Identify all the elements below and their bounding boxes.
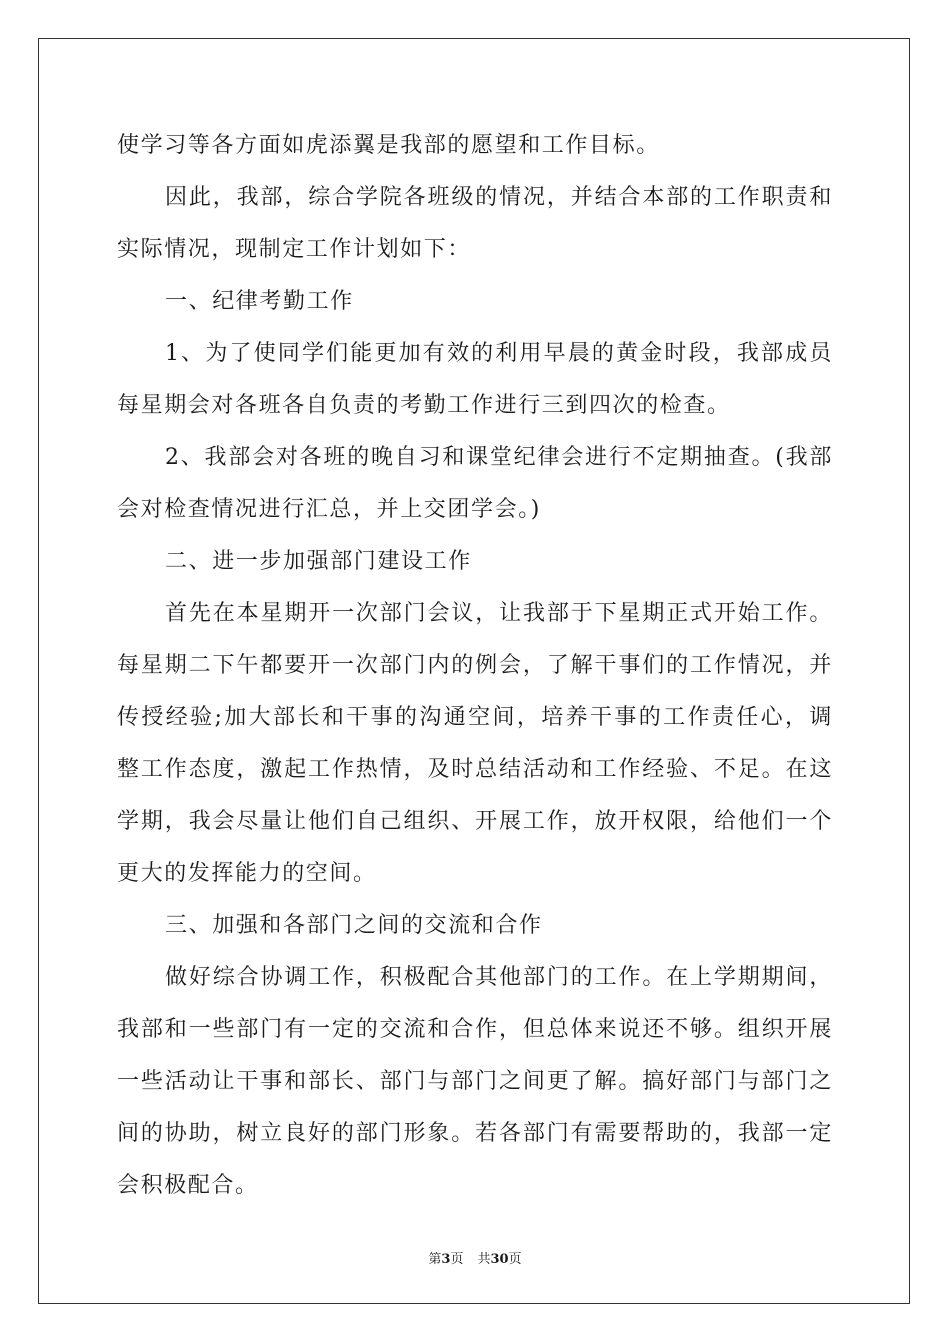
total-prefix: 共 xyxy=(477,1252,491,1267)
section-heading: 二、进一步加强部门建设工作 xyxy=(165,549,472,574)
page-number: 3 xyxy=(441,1252,451,1267)
paragraph: 首先在本星期开一次部门会议，让我部于下星期正式开始工作。每星期二下午都要开一次部门内的例会，了解干事们的工作情况，并传授经验;加大部长和干事的沟通空间，培养干事的工作责任心，调整工作态度，激起工作热情，及时总结活动和工作经验、不足。在这学期，我会尽量让他们自己组织、开展工作，放开权限，给他们一个更大的发挥能力的空间。 xyxy=(117,601,833,886)
paragraph: 因此，我部，综合学院各班级的情况，并结合本部的工作职责和实际情况，现制定工作计划如下： xyxy=(117,185,833,262)
total-pages: 30 xyxy=(490,1252,509,1267)
section-heading: 一、纪律考勤工作 xyxy=(165,289,354,314)
section-heading: 三、加强和各部门之间的交流和合作 xyxy=(165,913,543,938)
paragraph: 使学习等各方面如虎添翼是我部的愿望和工作目标。 xyxy=(117,133,660,158)
paragraph: 1、为了使同学们能更加有效的利用早晨的黄金时段，我部成员每星期会对各班各自负责的考勤工作进行三到四次的检查。 xyxy=(117,341,833,418)
document-body xyxy=(117,120,833,1212)
page-suffix: 页 xyxy=(450,1252,464,1267)
total-suffix: 页 xyxy=(508,1252,522,1267)
paragraph: 做好综合协调工作，积极配合其他部门的工作。在上学期期间，我部和一些部门有一定的交流和合作，但总体来说还不够。组织开展一些活动让干事和部长、部门与部门之间更了解。搞好部门与部门之间的协助，树立良好的部门形象。若各部门有需要帮助的，我部一定会积极配合。 xyxy=(117,965,833,1198)
page-footer xyxy=(0,1248,950,1267)
paragraph: 2、我部会对各班的晚自习和课堂纪律会进行不定期抽查。(我部会对检查情况进行汇总，并上交团学会。) xyxy=(117,445,833,522)
page-prefix: 第 xyxy=(428,1252,442,1267)
